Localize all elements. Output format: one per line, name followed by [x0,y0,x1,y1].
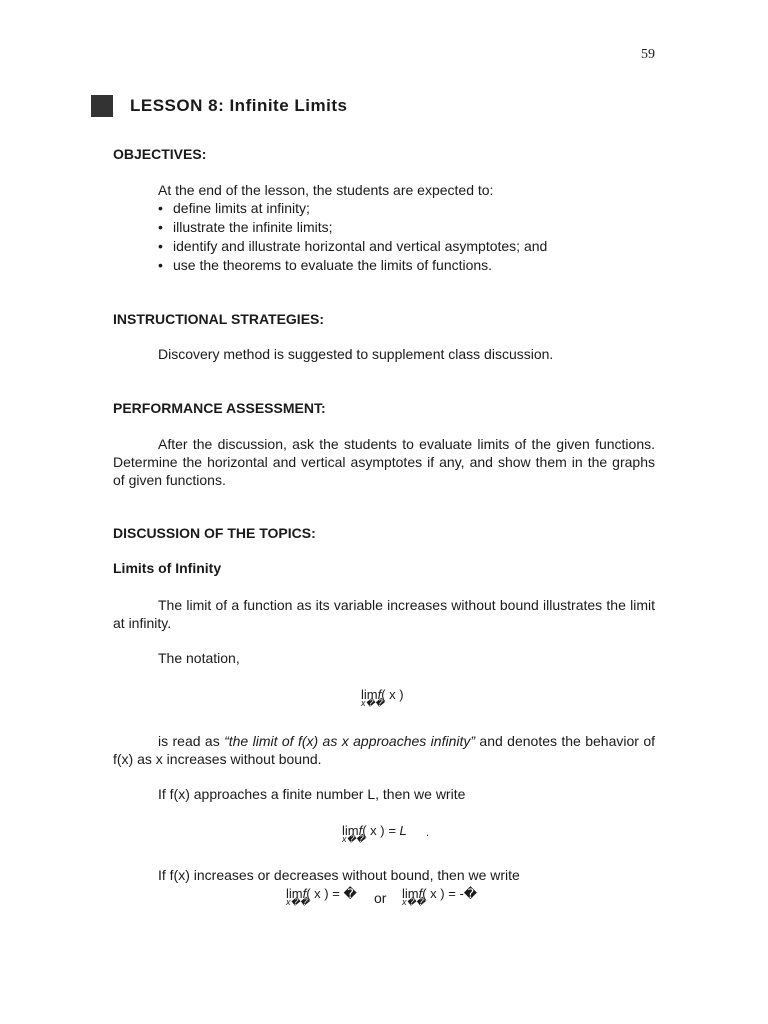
notation-text: The notation, [158,650,240,666]
objective-item: • illustrate the infinite limits; [158,219,333,235]
performance-text: After the discussion, ask the students to evaluate limits of the given functions. Determine the horizontal and vertical asymptotes if any, and show them in the graphs of given functions. [113,436,655,488]
performance-heading: PERFORMANCE ASSESSMENT: [113,400,326,416]
bullet-icon: • [158,200,163,216]
objective-item: • identify and illustrate horizontal and vertical asymptotes; and [158,238,548,254]
discussion-heading: DISCUSSION OF THE TOPICS: [113,525,316,541]
bullet-icon: • [158,238,163,254]
bullet-icon: • [158,219,163,235]
page-number: 59 [641,47,655,62]
formula-period: . [426,827,430,839]
finite-limit-text: If f(x) approaches a finite number L, then we write [158,786,466,802]
objective-item: • define limits at infinity; [158,200,310,216]
limit-formula: lim x�� f( x ) [361,687,404,708]
positive-infinite-limit-formula: lim x�� f( x ) = � [286,886,357,907]
lesson-title: LESSON 8: Infinite Limits [130,96,348,115]
negative-infinite-limit-formula: lim x�� f( x ) = -� [402,886,478,907]
objective-item: • use the theorems to evaluate the limits of functions. [158,257,493,273]
bullet-icon: • [158,257,163,273]
objectives-heading: OBJECTIVES: [113,146,207,162]
limits-subheading: Limits of Infinity [113,560,222,576]
read-as-paragraph: is read as “the limit of f(x) as x approaches infinity” and denotes the behavior of f(x) as x increases without bound. [113,733,656,767]
objectives-list [158,199,547,275]
or-word: or [374,890,387,906]
instructional-text: Discovery method is suggested to supplement class discussion. [158,346,554,362]
objectives-intro: At the end of the lesson, the students are expected to: [158,182,494,198]
lesson-marker-square [91,95,113,117]
finite-limit-formula: lim x�� f( x ) = L [342,823,407,844]
unbounded-limit-text: If f(x) increases or decreases without bound, then we write [158,867,520,883]
limit-definition-paragraph: The limit of a function as its variable increases without bound illustrates the limit at infinity. [113,597,655,631]
instructional-heading: INSTRUCTIONAL STRATEGIES: [113,311,325,327]
